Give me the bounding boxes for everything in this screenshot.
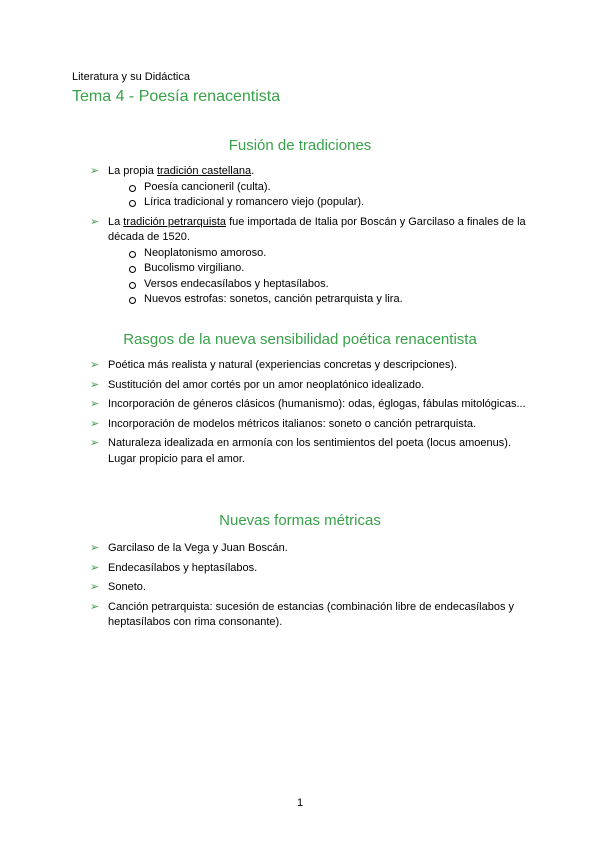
circle-bullet-icon [129,297,136,304]
arrow-bullet-icon: ➢ [90,215,100,228]
circle-bullet-icon [129,266,136,273]
item-text: La propia [108,165,157,177]
page-title: Tema 4 - Poesía renacentista [72,88,281,105]
page-number: 1 [296,797,304,809]
arrow-bullet-icon: ➢ [90,359,100,371]
arrow-bullet-icon: ➢ [90,417,100,430]
arrow-bullet-icon: ➢ [90,437,100,449]
arrow-bullet-icon: ➢ [90,600,100,613]
list-item: ➢ Soneto. [90,580,530,596]
item-text: fue importada de Italia por Boscán y Garcilaso a finales de la década de 1520. [108,215,526,243]
underlined-term: tradición petrarquista [123,215,227,228]
section-heading-rasgos: Rasgos de la nueva sensibilidad poética renacentista [123,331,477,348]
arrow-bullet-icon: ➢ [90,581,100,593]
rasgos-list [90,358,530,471]
list-item: ➢ Endecasílabos y heptasílabos. [90,561,530,577]
list-item: ➢ Incorporación de géneros clásicos (humanismo): odas, églogas, fábulas mitológicas... [90,397,530,413]
circle-bullet-icon [129,185,136,192]
list-item: ➢ Sustitución del amor cortés por un amor neoplatónico idealizado. [90,378,530,394]
section-heading-formas: Nuevas formas métricas [219,512,381,529]
list-item: ➢ Garcilaso de la Vega y Juan Boscán. [90,541,530,557]
arrow-bullet-icon: ➢ [90,378,100,391]
sub-list [108,246,530,308]
course-subject: Literatura y su Didáctica [72,71,190,83]
sub-list [108,180,530,211]
section-heading-fusion: Fusión de tradiciones [228,137,372,154]
item-text: . [251,165,255,177]
arrow-bullet-icon: ➢ [90,398,100,410]
arrow-bullet-icon: ➢ [90,542,100,554]
list-item [90,215,530,308]
formas-list [90,541,530,635]
sub-list-item: Neoplatonismo amoroso. [108,246,530,262]
sub-list-item: Poesía cancioneril (culta). [108,180,530,196]
list-item: ➢ Incorporación de modelos métricos italianos: soneto o canción petrarquista. [90,417,530,433]
list-item [90,164,530,211]
underlined-term: tradición castellana [156,165,252,177]
sub-list-item: Nuevos estrofas: sonetos, canción petrarquista y lira. [108,292,530,308]
circle-bullet-icon [129,282,136,289]
sub-list-item: Bucolismo virgiliano. [108,261,530,277]
circle-bullet-icon [129,251,136,258]
list-item: ➢ Canción petrarquista: sucesión de estancias (combinación libre de endecasílabos y heptasílabos con rima consonante). [90,600,515,628]
list-item: ➢ Poética más realista y natural (experiencias concretas y descripciones). [90,358,530,374]
sub-list-item: Versos endecasílabos y heptasílabos. [108,277,530,293]
sub-list-item: Lírica tradicional y romancero viejo (popular). [108,195,530,211]
list-item: ➢ Naturaleza idealizada en armonía con los sentimientos del poeta (locus amoenus). Lugar propicio para el amor. [90,437,511,465]
circle-bullet-icon [129,200,136,207]
arrow-bullet-icon: ➢ [90,165,100,177]
arrow-bullet-icon: ➢ [90,561,100,574]
fusion-list [90,164,530,312]
item-text: La [108,215,124,228]
